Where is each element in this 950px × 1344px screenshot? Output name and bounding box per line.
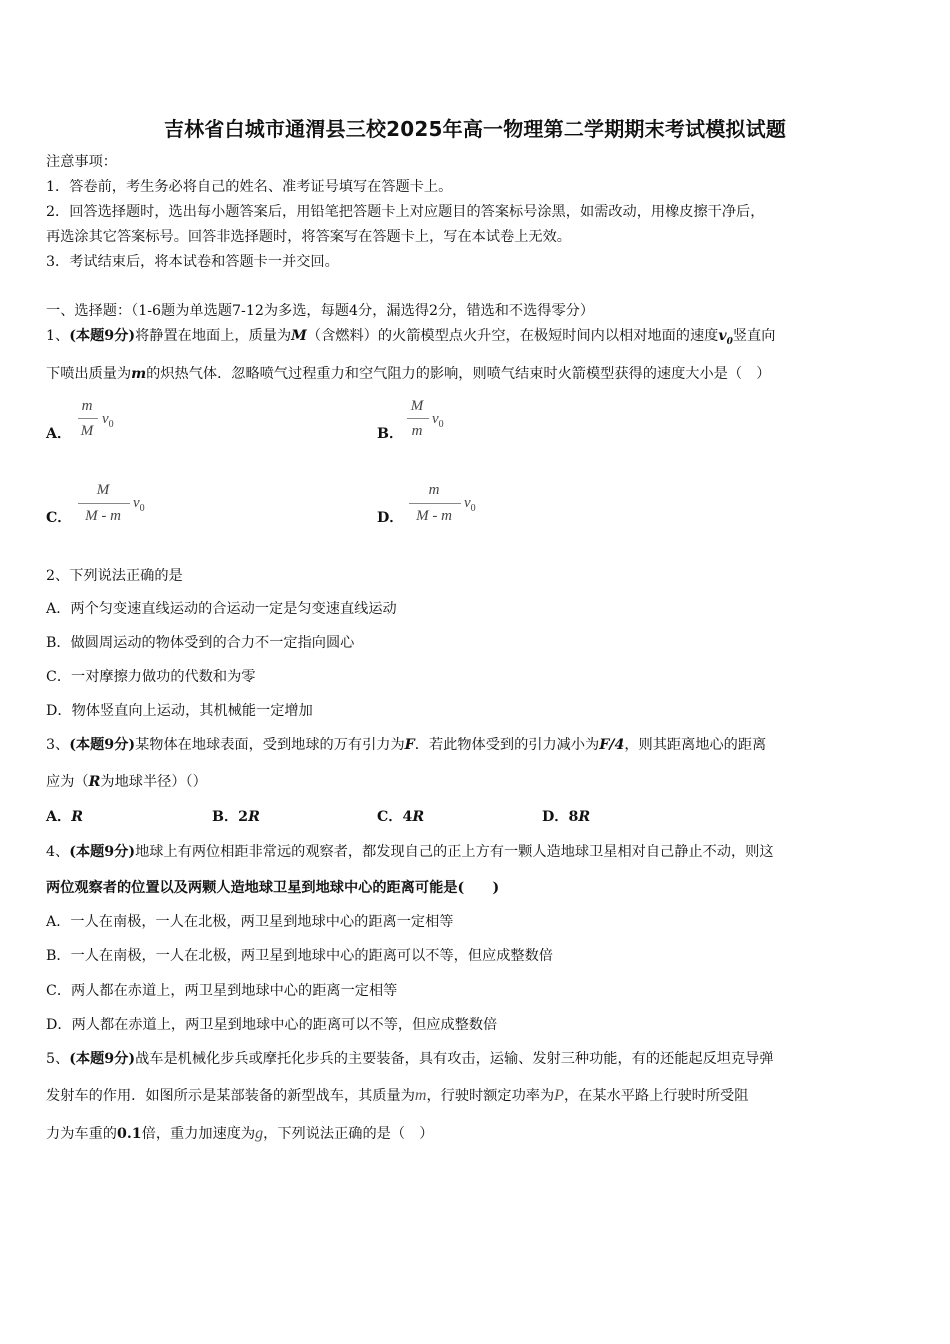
q1-number: 1、 [46,328,70,344]
q1-option-b-formula [405,396,465,444]
velocity-symbol: $v_0$ [464,495,476,514]
fraction-numerator: m [81,398,93,414]
fraction-bar [407,418,429,419]
q1-symbol-v0: $v_0$ [718,328,733,347]
q2-option-a: A．两个匀变速直线运动的合运动一定是匀变速直线运动 [46,601,397,617]
q1-tag: (本题9分) [69,328,136,344]
q4-option-a: A．一人在南极，一人在北极，两卫星到地球中心的距离一定相等 [46,914,454,930]
fraction-denominator: M [80,423,94,439]
section-heading: 一、选择题：（1-6题为单选题7-12为多选，每题4分，漏选得2分，错选和不选得零分） [46,303,595,319]
q4-option-b: B．一人在南极，一人在北极，两卫星到地球中心的距离可以不等，但应成整数倍 [46,948,553,964]
q5-symbol-m: m [414,1087,427,1104]
q5-stem-line-1 [46,1049,774,1069]
q3-text-1b: ．若此物体受到的引力减小为 [414,737,600,753]
q5-stem-line-3 [46,1124,433,1144]
velocity-symbol: $v_0$ [432,411,444,430]
fraction-denominator: m [411,423,423,439]
q1-text-1b: （含燃料）的火箭模型点火升空，在极短时间内以相对地面的速度 [306,328,719,344]
q1-option-c-label: C． [46,510,72,526]
q3-symbol-F: F [404,737,415,753]
q3-text-2a: 应为（ [46,774,89,790]
q1-stem-line-1 [46,326,775,352]
q2-option-b: B．做圆周运动的物体受到的合力不一定指向圆心 [46,635,355,651]
fraction-numerator: m [428,482,440,498]
q1-option-c-formula [76,480,156,528]
q1-text-1c: 竖直向 [732,328,776,344]
notice-heading: 注意事项： [46,154,117,170]
q5-text-2b: ，行驶时额定功率为 [426,1088,555,1104]
q3-option-d: D．8R [542,809,591,825]
velocity-symbol: $v_0$ [133,495,145,514]
q4-number: 4、 [46,844,70,860]
q1-option-a-label: A． [46,426,72,442]
q2-option-c: C．一对摩擦力做功的代数和为零 [46,669,256,685]
q5-text-3c: ，下列说法正确的是（ ） [263,1126,434,1142]
fraction-bar [78,418,98,419]
fraction-denominator: M - m [85,508,121,524]
q2-stem: 2、下列说法正确的是 [46,568,183,584]
q5-symbol-g: g [255,1125,264,1142]
fraction-bar [409,503,461,504]
q5-text-3b: 倍，重力加速度为 [141,1126,256,1142]
q5-stem-line-2 [46,1086,748,1106]
notice-item-3: 3．考试结束后，将本试卷和答题卡一并交回。 [46,254,339,270]
q3-symbol-F4: F/4 [599,737,625,753]
q1-option-d-formula [407,480,487,528]
q3-stem-line-1 [46,735,766,755]
q3-stem-line-2 [46,772,207,792]
q3-text-1a: 某物体在地球表面，受到地球的万有引力为 [135,737,405,753]
q3-number: 3、 [46,737,70,753]
q3-option-b: B．2R [212,809,260,825]
q1-stem-line-2 [46,364,770,384]
notice-item-2: 2．回答选择题时，选出每小题答案后，用铅笔把答题卡上对应题目的答案标号涂黑，如需改动，用橡皮擦干净后， [46,204,765,220]
q3-option-c: C．4R [377,809,425,825]
velocity-symbol: $v_0$ [102,411,114,430]
fraction-numerator: M [96,482,110,498]
q1-symbol-M: M [291,328,307,344]
q5-ratio: 0.1 [116,1126,142,1142]
q1-option-b-label: B． [377,426,404,442]
q1-text-2a: 下喷出质量为 [46,366,132,382]
q4-option-c: C．两人都在赤道上，两卫星到地球中心的距离一定相等 [46,983,398,999]
q2-option-d: D．物体竖直向上运动，其机械能一定增加 [46,703,313,719]
q4-stem-line-1 [46,842,774,862]
q3-text-1c: ，则其距离地心的距离 [624,737,767,753]
fraction-denominator: M - m [416,508,452,524]
page-title: 吉林省白城市通渭县三校2025年高一物理第二学期期末考试模拟试题 [163,117,787,141]
q1-option-d-label: D． [377,510,404,526]
q4-tag: (本题9分) [69,844,136,860]
q3-option-a: A．R [46,809,83,825]
q4-option-d: D．两人都在赤道上，两卫星到地球中心的距离可以不等，但应成整数倍 [46,1017,498,1033]
q5-text-1: 战车是机械化步兵或摩托化步兵的主要装备，具有攻击，运输、发射三种功能，有的还能起反坦克导弹 [135,1051,774,1067]
notice-item-1: 1．答卷前，考生务必将自己的姓名、准考证号填写在答题卡上。 [46,179,453,195]
q3-tag: (本题9分) [69,737,136,753]
q4-text-1: 地球上有两位相距非常远的观察者，都发现自己的正上方有一颗人造地球卫星相对自己静止不动，则这 [135,844,774,860]
q1-option-a-formula [76,396,136,444]
q4-stem-line-2: 两位观察者的位置以及两颗人造地球卫星到地球中心的距离可能是( ) [46,880,500,896]
q1-symbol-m: m [131,366,147,382]
q1-text-1a: 将静置在地面上，质量为 [135,328,292,344]
q5-symbol-P: P [554,1087,564,1104]
q1-text-2b: 的炽热气体．忽略喷气过程重力和空气阻力的影响，则喷气结束时火箭模型获得的速度大小是（ ） [146,366,771,382]
q5-text-2a: 发射车的作用．如图所示是某部装备的新型战车，其质量为 [46,1088,415,1104]
q5-text-3a: 力为车重的 [46,1126,117,1142]
q3-text-2b: 为地球半径）（） [100,774,207,790]
q5-number: 5、 [46,1051,70,1067]
q5-tag: (本题9分) [69,1051,136,1067]
q5-text-2c: ，在某水平路上行驶时所受阻 [563,1088,749,1104]
q3-symbol-R: R [88,774,101,790]
fraction-bar [78,503,130,504]
fraction-numerator: M [410,398,424,414]
notice-item-2-cont: 再选涂其它答案标号。回答非选择题时，将答案写在答题卡上，写在本试卷上无效。 [46,229,571,245]
